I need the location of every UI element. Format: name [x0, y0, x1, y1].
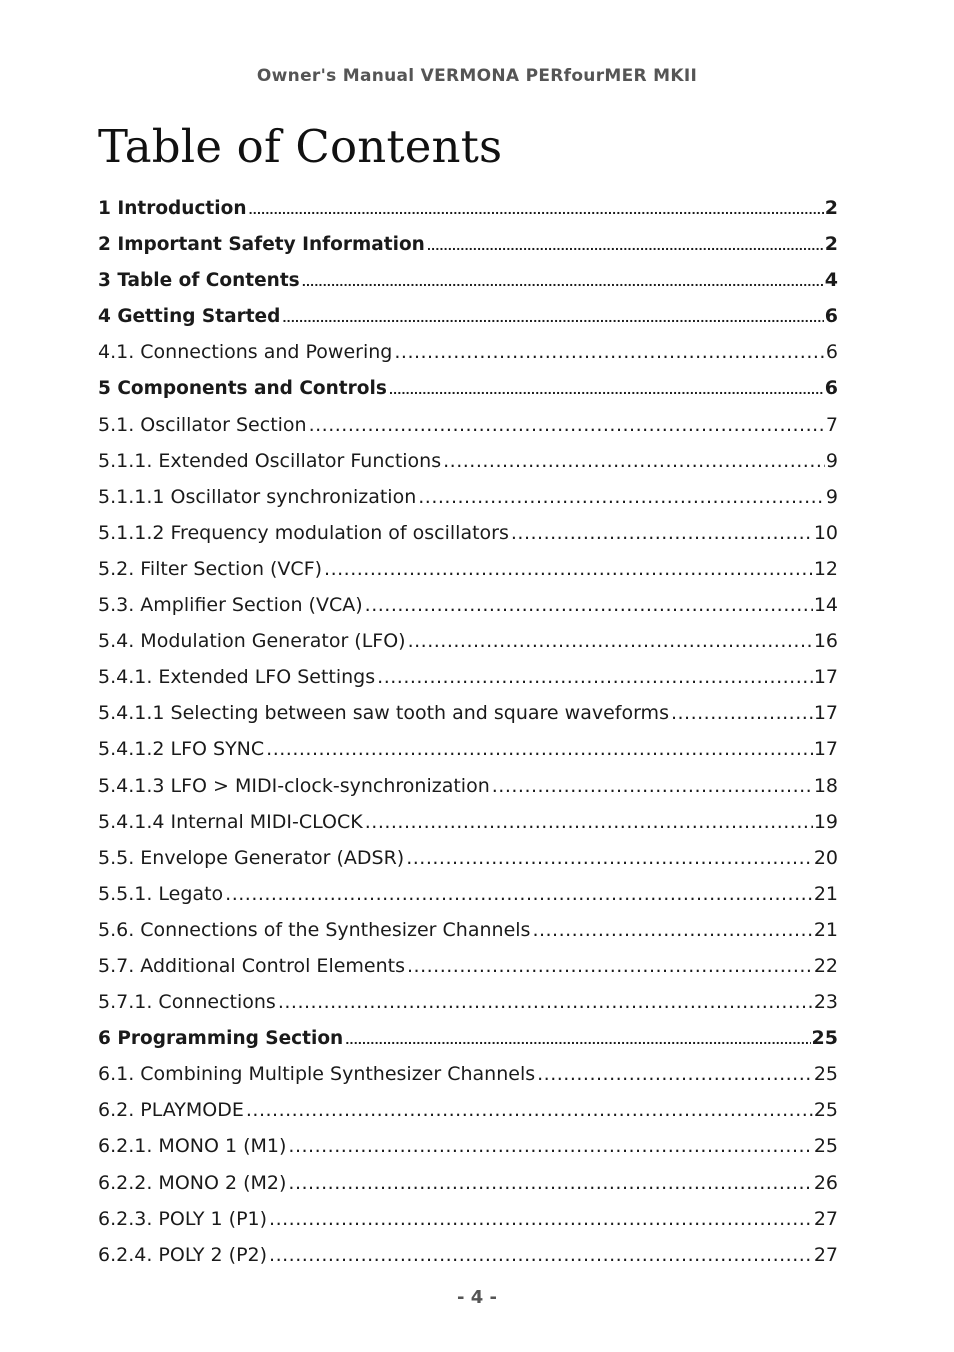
- toc-dot-leader: [246, 1092, 813, 1128]
- table-of-contents: [98, 190, 838, 1273]
- toc-entry[interactable]: [98, 1165, 838, 1201]
- toc-entry-label: 6.2.1. MONO 1 (M1): [98, 1135, 287, 1158]
- toc-entry[interactable]: [98, 1092, 838, 1128]
- toc-entry-label: 5.4.1.1 Selecting between saw tooth and square waveforms: [98, 702, 669, 725]
- toc-entry[interactable]: [98, 731, 838, 767]
- toc-dot-leader: [532, 912, 812, 948]
- toc-entry-page: 6: [825, 341, 838, 364]
- toc-entry[interactable]: [98, 515, 838, 551]
- toc-dot-leader: [394, 334, 825, 370]
- toc-dot-leader: [282, 301, 823, 334]
- toc-entry-page: 6: [824, 377, 838, 400]
- toc-entry-page: 17: [813, 666, 838, 689]
- toc-entry-label: 6.2.2. MONO 2 (M2): [98, 1171, 287, 1194]
- toc-entry[interactable]: [98, 912, 838, 948]
- toc-entry-label: 3 Table of Contents: [98, 270, 300, 292]
- toc-dot-leader: [365, 804, 813, 840]
- toc-entry-label: 5 Components and Controls: [98, 378, 387, 400]
- toc-entry[interactable]: [98, 659, 838, 695]
- toc-entry[interactable]: [98, 768, 838, 804]
- toc-entry-page: 16: [813, 630, 838, 653]
- toc-entry[interactable]: [98, 298, 838, 334]
- toc-entry[interactable]: [98, 876, 838, 912]
- toc-entry-label: 4 Getting Started: [98, 306, 281, 328]
- toc-entry-page: 25: [811, 1027, 838, 1050]
- toc-entry-page: 25: [813, 1135, 838, 1158]
- toc-entry-label: 5.6. Connections of the Synthesizer Channels: [98, 918, 531, 941]
- toc-entry-page: 14: [813, 594, 838, 617]
- toc-entry-label: 5.4.1.3 LFO > MIDI-clock-synchronization: [98, 774, 490, 797]
- toc-entry[interactable]: [98, 479, 838, 515]
- toc-entry-page: 7: [825, 413, 838, 436]
- toc-dot-leader: [511, 515, 813, 551]
- toc-entry-page: 18: [813, 774, 838, 797]
- toc-entry-page: 21: [813, 918, 838, 941]
- running-header: Owner's Manual VERMONA PERfourMER MKII: [256, 66, 698, 86]
- toc-entry-label: 5.4. Modulation Generator (LFO): [98, 630, 406, 653]
- toc-entry-label: 5.1.1.1 Oscillator synchronization: [98, 485, 417, 508]
- toc-entry[interactable]: [98, 262, 838, 298]
- toc-entry[interactable]: [98, 334, 838, 370]
- toc-entry-label: 6.1. Combining Multiple Synthesizer Channels: [98, 1063, 536, 1086]
- toc-dot-leader: [671, 695, 813, 731]
- toc-entry-page: 27: [813, 1207, 838, 1230]
- toc-entry[interactable]: [98, 1056, 838, 1092]
- toc-dot-leader: [365, 587, 813, 623]
- toc-dot-leader: [288, 1128, 812, 1164]
- toc-dot-leader: [427, 229, 824, 262]
- toc-entry-label: 5.1. Oscillator Section: [98, 413, 307, 436]
- toc-entry[interactable]: [98, 443, 838, 479]
- toc-entry-page: 9: [825, 449, 838, 472]
- toc-entry-page: 10: [813, 521, 838, 544]
- toc-entry-page: 17: [813, 738, 838, 761]
- toc-entry-label: 5.7.1. Connections: [98, 991, 276, 1014]
- toc-dot-leader: [345, 1023, 810, 1056]
- toc-entry-page: 25: [813, 1099, 838, 1122]
- toc-entry-page: 17: [813, 702, 838, 725]
- toc-entry-page: 2: [824, 197, 838, 219]
- toc-dot-leader: [269, 1237, 813, 1273]
- toc-entry[interactable]: [98, 948, 838, 984]
- toc-entry[interactable]: [98, 1020, 838, 1056]
- toc-entry-page: 20: [813, 846, 838, 869]
- toc-entry[interactable]: [98, 190, 838, 226]
- toc-entry-label: 6.2. PLAYMODE: [98, 1099, 244, 1122]
- toc-entry-page: 19: [813, 810, 838, 833]
- toc-entry-label: 5.1.1.2 Frequency modulation of oscillators: [98, 521, 509, 544]
- toc-entry-page: 27: [813, 1243, 838, 1266]
- toc-entry[interactable]: [98, 1128, 838, 1164]
- toc-dot-leader: [377, 659, 813, 695]
- toc-entry[interactable]: [98, 695, 838, 731]
- toc-dot-leader: [288, 1165, 812, 1201]
- toc-dot-leader: [309, 407, 825, 443]
- toc-dot-leader: [408, 623, 813, 659]
- page-number: - 4 -: [457, 1287, 497, 1308]
- toc-entry[interactable]: [98, 623, 838, 659]
- toc-entry[interactable]: [98, 1201, 838, 1237]
- toc-entry-label: 5.1.1. Extended Oscillator Functions: [98, 449, 442, 472]
- toc-entry[interactable]: [98, 1237, 838, 1273]
- toc-dot-leader: [302, 265, 824, 298]
- toc-dot-leader: [249, 193, 824, 226]
- toc-entry-page: 2: [824, 233, 838, 256]
- toc-entry-page: 6: [824, 305, 838, 328]
- toc-entry-label: 5.7. Additional Control Elements: [98, 954, 405, 977]
- toc-dot-leader: [443, 443, 825, 479]
- toc-dot-leader: [492, 768, 813, 804]
- toc-entry[interactable]: [98, 804, 838, 840]
- toc-entry-label: 6 Programming Section: [98, 1028, 344, 1050]
- toc-entry-page: 21: [813, 882, 838, 905]
- toc-dot-leader: [278, 984, 813, 1020]
- toc-entry-page: 9: [825, 485, 838, 508]
- toc-entry-label: 2 Important Safety Information: [98, 234, 425, 256]
- toc-entry-label: 5.4.1.2 LFO SYNC: [98, 738, 265, 761]
- toc-entry[interactable]: [98, 587, 838, 623]
- toc-entry-label: 5.5.1. Legato: [98, 882, 224, 905]
- toc-entry-page: 23: [813, 991, 838, 1014]
- toc-entry-page: 12: [813, 557, 838, 580]
- toc-dot-leader: [389, 373, 824, 406]
- toc-entry-label: 4.1. Connections and Powering: [98, 341, 393, 364]
- toc-entry-page: 26: [813, 1171, 838, 1194]
- toc-dot-leader: [537, 1056, 813, 1092]
- toc-dot-leader: [324, 551, 813, 587]
- toc-dot-leader: [418, 479, 825, 515]
- toc-entry-label: 5.2. Filter Section (VCF): [98, 557, 323, 580]
- toc-dot-leader: [266, 731, 813, 767]
- toc-entry[interactable]: [98, 551, 838, 587]
- toc-dot-leader: [225, 876, 813, 912]
- toc-entry[interactable]: [98, 984, 838, 1020]
- toc-entry-label: 5.5. Envelope Generator (ADSR): [98, 846, 405, 869]
- toc-entry[interactable]: [98, 840, 838, 876]
- page-title: Table of Contents: [98, 120, 503, 173]
- toc-entry[interactable]: [98, 226, 838, 262]
- toc-dot-leader: [407, 948, 813, 984]
- toc-entry-label: 5.4.1. Extended LFO Settings: [98, 666, 376, 689]
- toc-entry-page: 4: [824, 269, 838, 292]
- toc-entry-label: 6.2.3. POLY 1 (P1): [98, 1207, 268, 1230]
- toc-entry-label: 6.2.4. POLY 2 (P2): [98, 1243, 268, 1266]
- toc-dot-leader: [269, 1201, 813, 1237]
- toc-entry-label: 1 Introduction: [98, 198, 247, 219]
- toc-dot-leader: [406, 840, 813, 876]
- toc-entry-page: 25: [813, 1063, 838, 1086]
- toc-entry[interactable]: [98, 407, 838, 443]
- toc-entry-label: 5.4.1.4 Internal MIDI-CLOCK: [98, 810, 363, 833]
- toc-entry-page: 22: [813, 954, 838, 977]
- toc-entry-label: 5.3. Amplifier Section (VCA): [98, 594, 363, 617]
- toc-entry[interactable]: [98, 370, 838, 406]
